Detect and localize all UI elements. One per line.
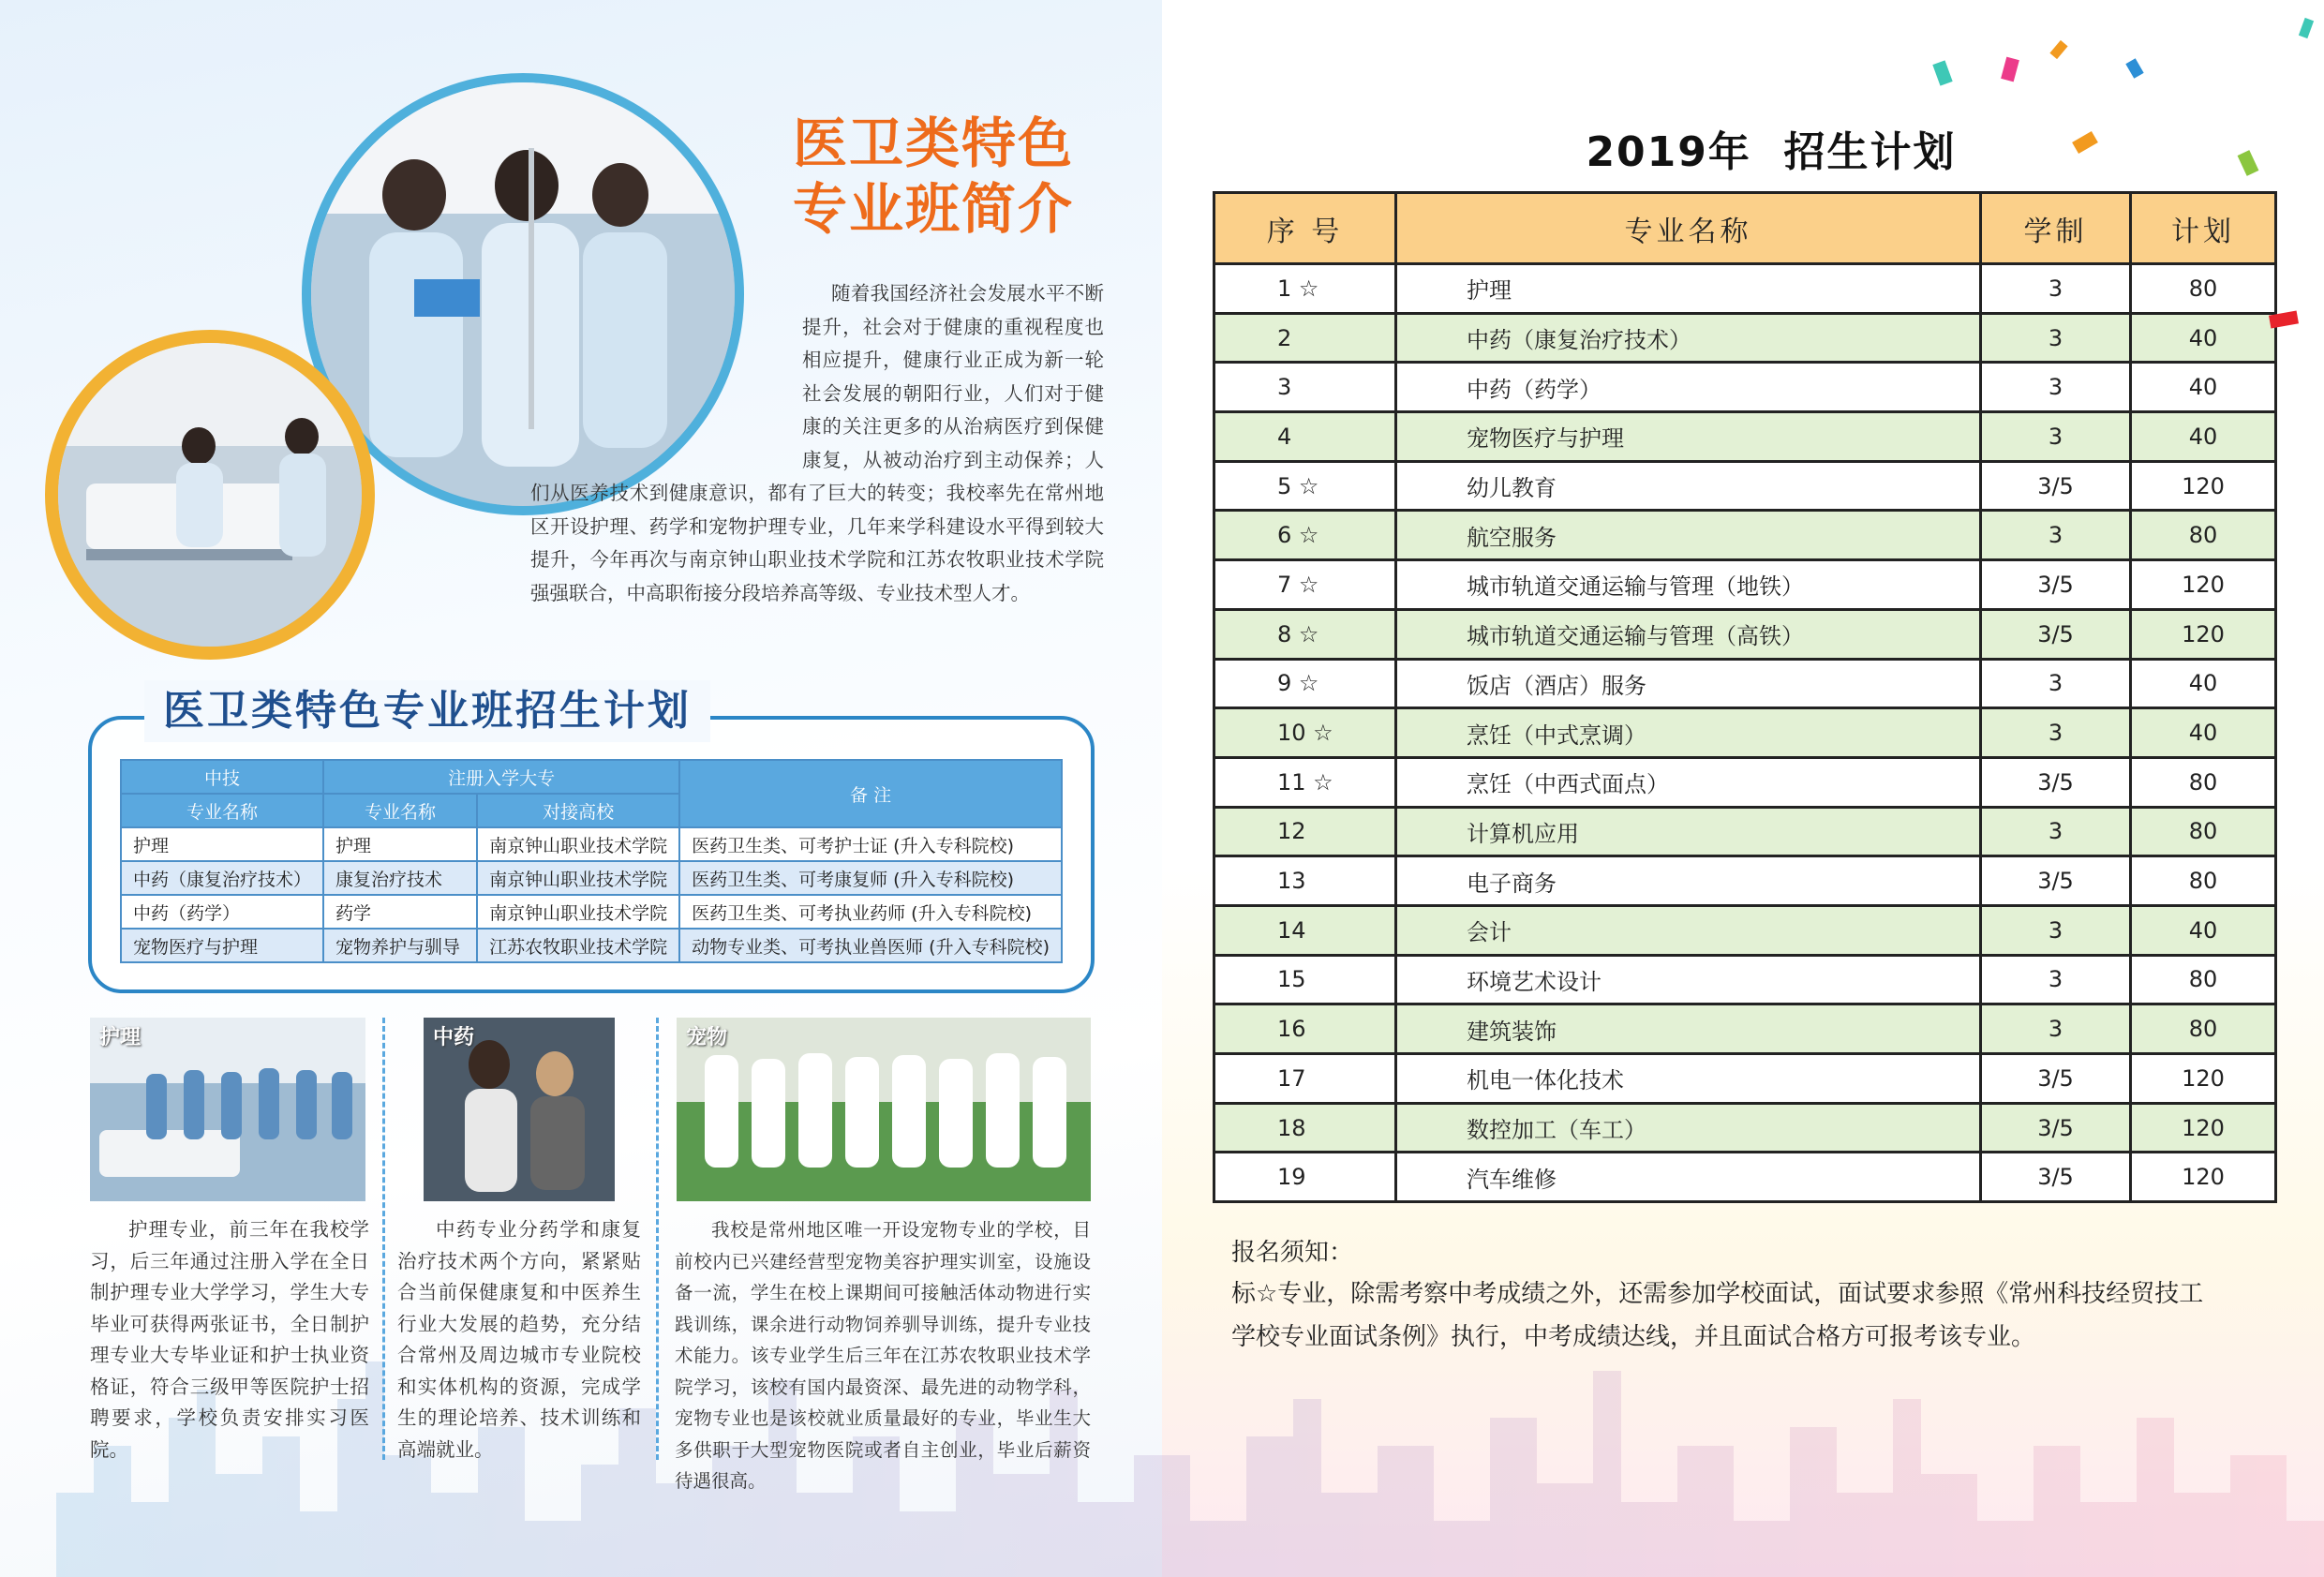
cell-plan: 120 [2131, 1153, 2276, 1202]
th-years: 学制 [1981, 193, 2131, 264]
th-major-name: 专业名称 [121, 794, 323, 827]
plan-title: 医卫类特色专业班招生计划 [144, 680, 710, 742]
table-row [121, 861, 1062, 895]
cell-years: 3/5 [1981, 1054, 2131, 1104]
table-row [1214, 856, 2276, 906]
cell-major-name: 饭店（酒店）服务 [1396, 659, 1981, 708]
cell-seq: 8 ☆ [1214, 609, 1396, 659]
cell-years: 3/5 [1981, 757, 2131, 807]
table-row [1214, 955, 2276, 1004]
enrollment-title: 2019年 招生计划 [1586, 128, 1957, 176]
intro-title-line1: 医卫类特色 [793, 112, 1075, 175]
th-college: 对接高校 [477, 794, 679, 827]
cell-major: 中药（药学） [121, 895, 323, 929]
cell-college: 南京钟山职业技术学院 [477, 895, 679, 929]
cell-seq: 3 [1214, 363, 1396, 412]
table-row [1214, 1004, 2276, 1054]
cell-major-name: 数控加工（车工） [1396, 1103, 1981, 1153]
cell-college-major: 药学 [323, 895, 477, 929]
cell-note: 医药卫生类、可考执业药师 (升入专科院校) [679, 895, 1062, 929]
cell-seq: 4 [1214, 412, 1396, 462]
cell-plan: 40 [2131, 708, 2276, 758]
table-row [1214, 659, 2276, 708]
cell-seq: 5 ☆ [1214, 461, 1396, 511]
th-name: 专业名称 [1396, 193, 1981, 264]
notice-text: 标☆专业，除需考察中考成绩之外，还需参加学校面试，面试要求参照《常州科技经贸技工学校专业面试条例》执行，中考成绩达线，并且面试合格方可报考该专业。 [1231, 1280, 2204, 1351]
cell-major-name: 城市轨道交通运输与管理（高铁） [1396, 609, 1981, 659]
cell-plan: 80 [2131, 757, 2276, 807]
cell-plan: 120 [2131, 560, 2276, 610]
cell-years: 3 [1981, 313, 2131, 363]
table-row [1214, 757, 2276, 807]
notice-title: 报名须知： [1231, 1239, 1354, 1267]
cell-seq: 6 ☆ [1214, 511, 1396, 560]
th-zhuce: 注册入学大专 [323, 760, 679, 794]
cell-major-name: 宠物医疗与护理 [1396, 412, 1981, 462]
cell-major-name: 烹饪（中式烹调） [1396, 708, 1981, 758]
cell-major-name: 汽车维修 [1396, 1153, 1981, 1202]
cell-plan: 120 [2131, 1103, 2276, 1153]
cell-college-major: 护理 [323, 827, 477, 861]
cell-plan: 40 [2131, 313, 2276, 363]
cell-years: 3/5 [1981, 461, 2131, 511]
cell-years: 3 [1981, 511, 2131, 560]
cell-seq: 7 ☆ [1214, 560, 1396, 610]
table-row [1214, 560, 2276, 610]
column-divider [656, 1018, 659, 1460]
cell-major: 护理 [121, 827, 323, 861]
cell-plan: 120 [2131, 609, 2276, 659]
cell-major-name: 烹饪（中西式面点） [1396, 757, 1981, 807]
cell-note: 动物专业类、可考执业兽医师 (升入专科院校) [679, 929, 1062, 962]
th-zhongji: 中技 [121, 760, 323, 794]
table-row [121, 895, 1062, 929]
cell-plan: 40 [2131, 905, 2276, 955]
table-row [121, 827, 1062, 861]
table-row [1214, 807, 2276, 856]
table-row [1214, 461, 2276, 511]
cell-note: 医药卫生类、可考护士证 (升入专科院校) [679, 827, 1062, 861]
pet-column-photo [677, 1018, 1091, 1201]
intro-paragraph: 随着我国经济社会发展水平不断提升，社会对于健康的重视程度也相应提升，健康行业正成为新一轮社会发展的朝阳行业，人们对于健康的关注更多的从治病医疗到保健康复，从被动治疗到主动保养；人们从医养技术到健康意识，都有了巨大的转变；我校率先在常州地区开设护理、药学和宠物护理专业，几年来学科建设水平得到较大提升，今年再次与南京钟山职业技术学院和江苏农牧职业技术学院强强联合，中高职衔接分段培养高等级、专业技术型人才。 [530, 277, 1104, 610]
table-row [1214, 313, 2276, 363]
cell-seq: 10 ☆ [1214, 708, 1396, 758]
medicine-photo-tag: 中药 [433, 1026, 475, 1049]
cell-seq: 14 [1214, 905, 1396, 955]
cell-years: 3/5 [1981, 856, 2131, 906]
cell-seq: 1 ☆ [1214, 264, 1396, 314]
cell-seq: 16 [1214, 1004, 1396, 1054]
cell-plan: 120 [2131, 461, 2276, 511]
cell-plan: 80 [2131, 807, 2276, 856]
table-row [121, 929, 1062, 962]
cell-years: 3 [1981, 955, 2131, 1004]
cell-major-name: 中药（药学） [1396, 363, 1981, 412]
cell-plan: 80 [2131, 511, 2276, 560]
cell-college: 南京钟山职业技术学院 [477, 827, 679, 861]
cell-seq: 2 [1214, 313, 1396, 363]
column-divider [382, 1018, 385, 1460]
medicine-column-photo [424, 1018, 615, 1201]
table-row [1214, 609, 2276, 659]
cell-plan: 40 [2131, 659, 2276, 708]
nursing-column-text: 护理专业，前三年在我校学习，后三年通过注册入学在全日制护理专业大学学习，学生大专毕业可获得两张证书，全日制护理专业大专毕业证和护士执业资格证，符合三级甲等医院护士招聘要求，学校负责安排实习医院。 [90, 1218, 369, 1461]
cell-years: 3/5 [1981, 609, 2131, 659]
cell-major: 宠物医疗与护理 [121, 929, 323, 962]
cell-major-name: 会计 [1396, 905, 1981, 955]
cell-seq: 13 [1214, 856, 1396, 906]
cell-college-major: 宠物养护与驯导 [323, 929, 477, 962]
cell-college-major: 康复治疗技术 [323, 861, 477, 895]
cell-plan: 80 [2131, 856, 2276, 906]
intro-title [793, 111, 1102, 242]
cell-seq: 17 [1214, 1054, 1396, 1104]
table-row [1214, 1103, 2276, 1153]
cell-seq: 15 [1214, 955, 1396, 1004]
cell-major-name: 中药（康复治疗技术） [1396, 313, 1981, 363]
th-plan: 计划 [2131, 193, 2276, 264]
cell-years: 3 [1981, 905, 2131, 955]
cell-major-name: 城市轨道交通运输与管理（地铁） [1396, 560, 1981, 610]
enrollment-plan-table [1213, 191, 2277, 1203]
cell-major-name: 护理 [1396, 264, 1981, 314]
cell-plan: 80 [2131, 955, 2276, 1004]
cell-seq: 12 [1214, 807, 1396, 856]
pet-students-illustration [677, 1018, 1091, 1201]
cell-years: 3/5 [1981, 1153, 2131, 1202]
cell-years: 3 [1981, 1004, 2131, 1054]
medical-plan-table [120, 759, 1063, 963]
cell-years: 3/5 [1981, 1103, 2131, 1153]
intro-paragraph-container [530, 277, 1104, 615]
nursing-practice-photo-circle [45, 330, 375, 660]
nursing-practice-illustration [58, 343, 362, 647]
table-row [1214, 905, 2276, 955]
cell-years: 3 [1981, 708, 2131, 758]
cell-college: 江苏农牧职业技术学院 [477, 929, 679, 962]
table-row [1214, 363, 2276, 412]
cell-major-name: 计算机应用 [1396, 807, 1981, 856]
cell-seq: 9 ☆ [1214, 659, 1396, 708]
nursing-column-photo [90, 1018, 365, 1201]
cell-major: 中药（康复治疗技术） [121, 861, 323, 895]
nursing-photo-tag: 护理 [99, 1026, 142, 1049]
cell-major-name: 电子商务 [1396, 856, 1981, 906]
cell-years: 3 [1981, 807, 2131, 856]
intro-title-line2: 专业班简介 [793, 177, 1075, 241]
th-college-major-name: 专业名称 [323, 794, 477, 827]
cell-plan: 120 [2131, 1054, 2276, 1104]
table-row [1214, 264, 2276, 314]
cell-major-name: 机电一体化技术 [1396, 1054, 1981, 1104]
cell-years: 3 [1981, 659, 2131, 708]
cell-years: 3/5 [1981, 560, 2131, 610]
intro-float-spacer [530, 277, 802, 476]
th-beizhu: 备 注 [679, 760, 1062, 827]
cell-seq: 19 [1214, 1153, 1396, 1202]
cell-plan: 40 [2131, 363, 2276, 412]
cell-college: 南京钟山职业技术学院 [477, 861, 679, 895]
cell-major-name: 环境艺术设计 [1396, 955, 1981, 1004]
medicine-column-text: 中药专业分药学和康复治疗技术两个方向，紧紧贴合当前保健康复和中医养生行业大发展的趋势，充分结合常州及周边城市专业院校和实体机构的资源，完成学生的理论培养、技术训练和高端就业。 [397, 1218, 641, 1461]
cell-plan: 40 [2131, 412, 2276, 462]
cell-seq: 11 ☆ [1214, 757, 1396, 807]
pet-photo-tag: 宠物 [686, 1026, 728, 1049]
cell-note: 医药卫生类、可考康复师 (升入专科院校) [679, 861, 1062, 895]
cell-years: 3 [1981, 412, 2131, 462]
table-row [1214, 1153, 2276, 1202]
th-seq: 序 号 [1214, 193, 1396, 264]
cell-seq: 18 [1214, 1103, 1396, 1153]
cell-years: 3 [1981, 264, 2131, 314]
table-row [1214, 1054, 2276, 1104]
cell-major-name: 航空服务 [1396, 511, 1981, 560]
table-row [1214, 511, 2276, 560]
cell-plan: 80 [2131, 1004, 2276, 1054]
cell-major-name: 幼儿教育 [1396, 461, 1981, 511]
table-row [1214, 412, 2276, 462]
table-row [1214, 708, 2276, 758]
cell-major-name: 建筑装饰 [1396, 1004, 1981, 1054]
cell-years: 3 [1981, 363, 2131, 412]
cell-plan: 80 [2131, 264, 2276, 314]
pet-column-text: 我校是常州地区唯一开设宠物专业的学校，目前校内已兴建经营型宠物美容护理实训室，设施设备一流，学生在校上课期间可接触活体动物进行实践训练，课余进行动物饲养驯导训练，提升专业技术能力。该专业学生后三年在江苏农牧职业技术学院学习，该校有国内最资深、最先进的动物学科，宠物专业也是该校就业质量最好的专业，毕业生大多供职于大型宠物医院或者自主创业，毕业后薪资待遇很高。 [675, 1219, 1091, 1492]
